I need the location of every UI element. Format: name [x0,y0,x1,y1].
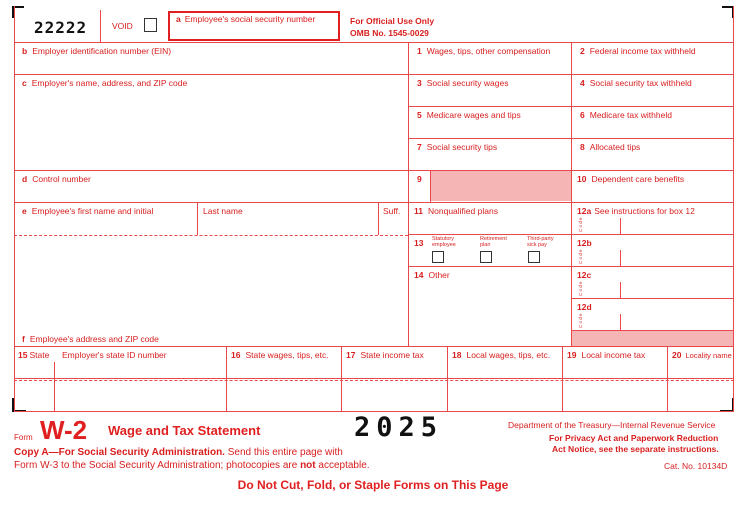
retirement-checkbox[interactable] [480,251,492,263]
omb-number: OMB No. 1545-0029 [350,28,429,38]
form-title: Wage and Tax Statement [108,423,261,438]
do-not-cut-notice: Do Not Cut, Fold, or Staple Forms on This Page [237,478,509,492]
void-label: VOID [112,21,133,31]
retirement-label: Retirement plan [480,236,507,248]
privacy-notice-2: Act Notice, see the separate instructions. [552,444,719,454]
box-12c-label: 12c [577,270,592,280]
box-9-label: 9 [417,174,422,184]
box-11-label: 11 Nonqualified plans [414,206,498,216]
box9-shaded [430,171,571,201]
box-6-label: 6 Medicare tax withheld [580,110,672,120]
box-7-label: 7 Social security tips [417,142,498,152]
box-2-label: 2 Federal income tax withheld [580,46,696,56]
box-c-label: c Employer's name, address, and ZIP code [22,78,188,88]
box-e-suffix-label: Suff. [383,206,401,216]
code-label-12a: C o d e [578,217,583,232]
sick-pay-label: Third-party sick pay [527,236,554,248]
copy-a-line1: Copy A—For Social Security Administration. Send this entire page with [14,447,343,458]
sick-pay-checkbox[interactable] [528,251,540,263]
statutory-label: Statutory employee [432,236,456,248]
code-label-12c: C o d e [578,281,583,296]
catalog-number: Cat. No. 10134D [664,461,728,471]
box-17-label: 17 State income tax [346,350,424,360]
copy-a-line2: Form W-3 to the Social Security Administration; photocopies are not acceptable. [14,460,370,471]
form-word: Form [14,433,33,442]
box12d-shaded-strip [571,331,734,347]
box-5-label: 5 Medicare wages and tips [417,110,521,120]
box-1-label: 1 Wages, tips, other compensation [417,46,551,56]
box-15-id-label: Employer's state ID number [62,350,167,360]
box-f-label: f Employee's address and ZIP code [22,334,159,344]
box-3-label: 3 Social security wages [417,78,509,88]
code-label-12d: C o d e [578,313,583,328]
box-13-label: 13 [414,238,424,248]
box-12d-label: 12d [577,302,592,312]
box-e-label: e Employee's first name and initial [22,206,154,216]
official-use: For Official Use Only [350,16,435,26]
box-8-label: 8 Allocated tips [580,142,641,152]
code-label-12b: C o d e [578,249,583,264]
privacy-notice-1: For Privacy Act and Paperwork Reduction [549,433,719,443]
form-name: W-2 [40,415,88,445]
box-18-label: 18 Local wages, tips, etc. [452,350,551,360]
void-checkbox[interactable] [144,18,157,32]
box-19-label: 19 Local income tax [567,350,646,360]
box-20-label: 20 Locality name [672,350,732,360]
box-12b-label: 12b [577,238,592,248]
tax-year: 2025 [354,412,444,443]
box-d-label: d Control number [22,174,91,184]
box-12a-label: 12a See instructions for box 12 [577,206,695,216]
statutory-checkbox[interactable] [432,251,444,263]
box-16-label: 16 State wages, tips, etc. [231,350,329,360]
box-4-label: 4 Social security tax withheld [580,78,692,88]
box-a-label: a Employee's social security number [176,14,316,24]
box-15-label: 15 State [18,350,50,360]
department: Department of the Treasury—Internal Revenue Service [508,420,716,430]
form-code: 22222 [34,18,88,37]
box-10-label: 10 Dependent care benefits [577,174,685,184]
box-b-label: b Employer identification number (EIN) [22,46,172,56]
box-e-last-label: Last name [203,206,243,216]
box-14-label: 14 Other [414,270,450,280]
